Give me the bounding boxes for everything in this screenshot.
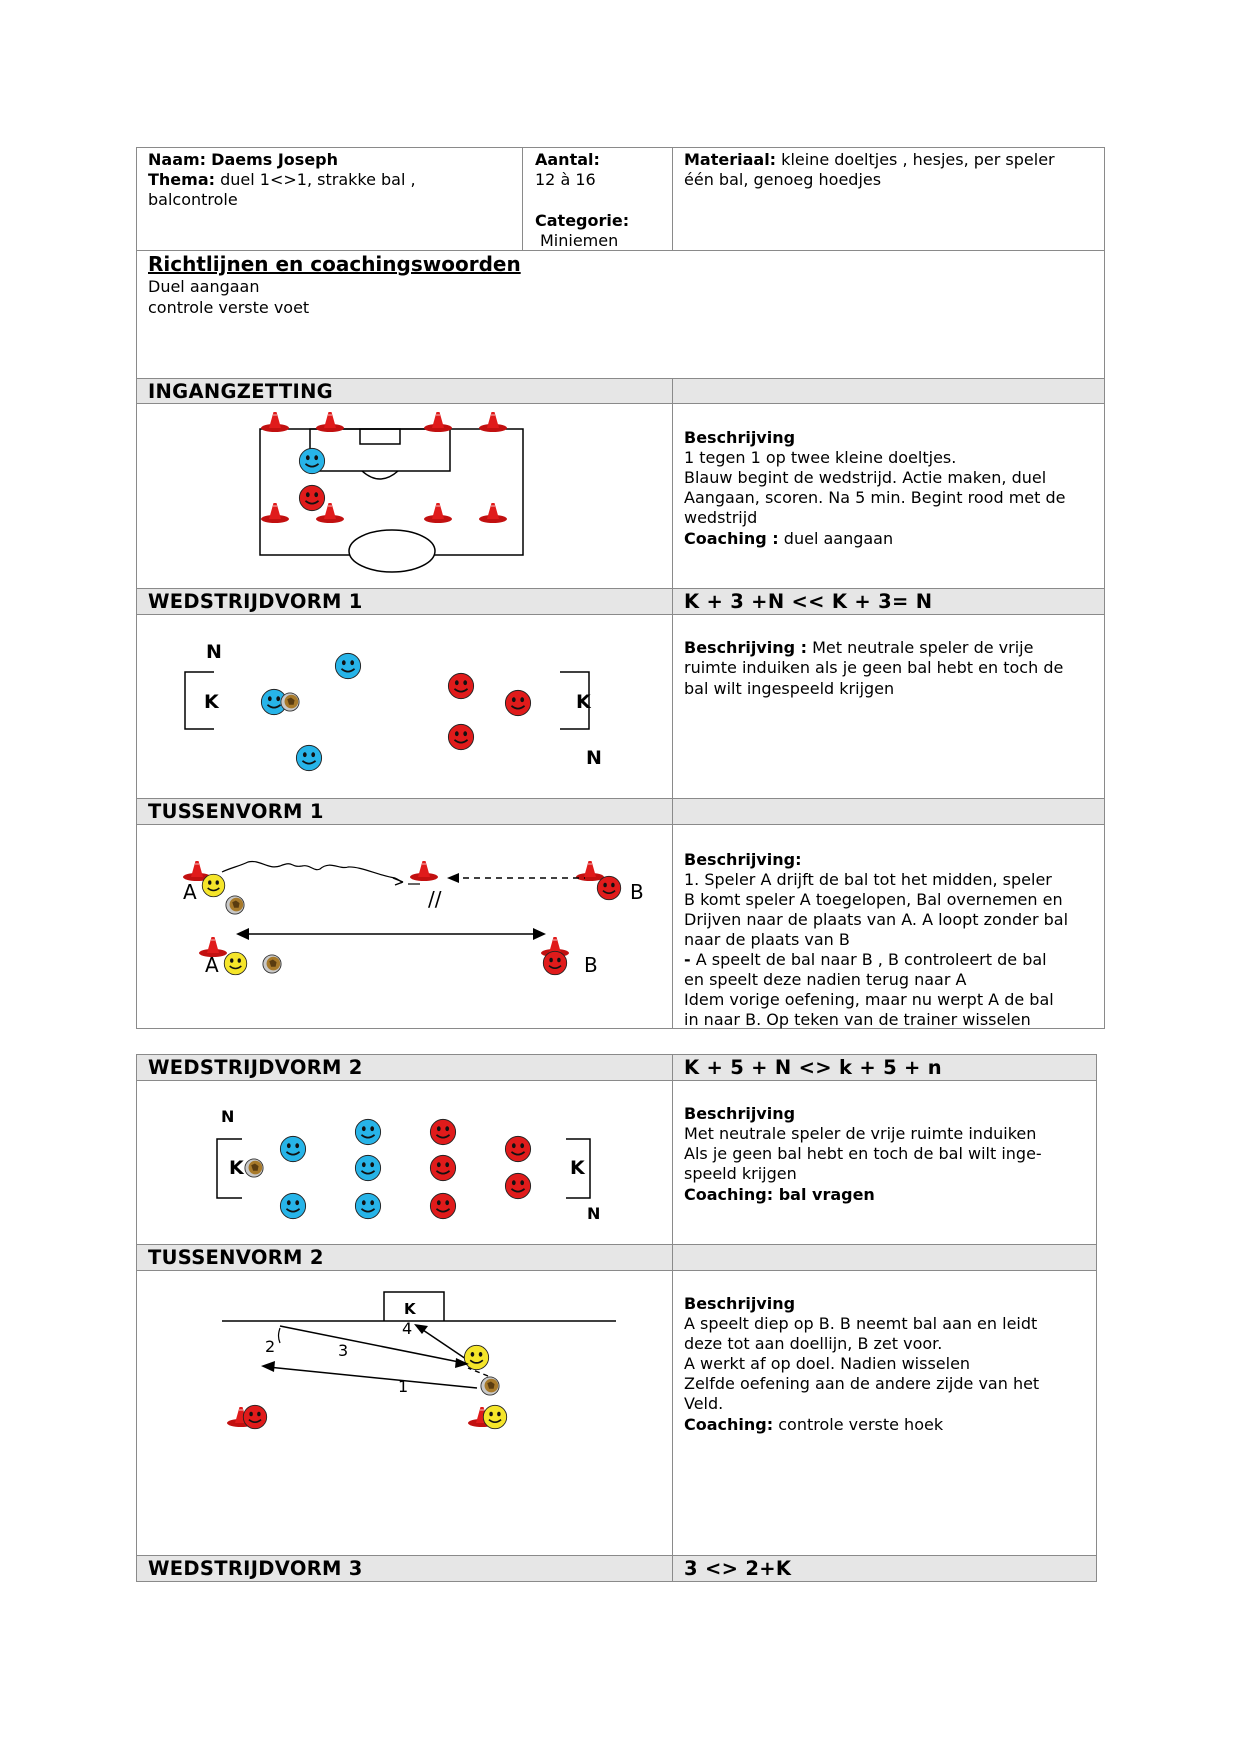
blue-player-icon — [355, 1155, 380, 1180]
svg-text:K: K — [576, 691, 591, 713]
ball-icon — [281, 693, 299, 711]
tussenvorm2-beschrijving-label: Beschrijving — [684, 1294, 796, 1313]
svg-text:1: 1 — [398, 1377, 409, 1396]
cone-icon — [410, 861, 438, 881]
categorie-label: Categorie: — [535, 211, 630, 230]
ingangzetting-title: INGANGZETTING — [148, 380, 333, 403]
blue-player-icon — [280, 1193, 305, 1218]
wedstrijdvorm1-line-3: bal wilt ingespeeld krijgen — [684, 679, 895, 698]
red-player-icon — [430, 1119, 455, 1144]
yellow-player-icon — [202, 874, 225, 897]
ball-icon — [226, 896, 244, 914]
materiaal-field — [684, 150, 1055, 171]
wedstrijdvorm2-coaching: Coaching: bal vragen — [684, 1185, 875, 1204]
thema-field — [148, 170, 416, 191]
ingangzetting-line-1: 1 tegen 1 op twee kleine doeltjes. — [684, 448, 957, 467]
svg-text:2: 2 — [265, 1337, 276, 1356]
wedstrijdvorm1-formula: K + 3 +N << K + 3= N — [684, 590, 933, 613]
svg-text:A: A — [205, 953, 219, 977]
ingangzetting-diagram — [240, 404, 540, 588]
red-player-icon — [430, 1193, 455, 1218]
svg-text:N: N — [206, 641, 222, 663]
ingangzetting-beschrijving-label: Beschrijving — [684, 428, 796, 447]
tussenvorm1-line-3: Drijven naar de plaats van A. A loopt zonder bal — [684, 910, 1069, 929]
svg-text:N: N — [587, 1204, 601, 1223]
yellow-player-icon — [464, 1345, 488, 1369]
ingangzetting-coaching — [684, 529, 893, 550]
aantal-label: Aantal: — [535, 150, 600, 169]
dash-text: A speelt de bal naar B , B controleert de bal — [690, 950, 1047, 969]
naam-field — [148, 150, 338, 171]
tussenvorm1-line-5 — [684, 950, 1047, 971]
cone-icon — [576, 861, 604, 881]
blue-player-icon — [280, 1136, 305, 1161]
materiaal-value-continued: één bal, genoeg hoedjes — [684, 170, 882, 189]
svg-text:B: B — [584, 953, 598, 977]
tussenvorm1-title: TUSSENVORM 1 — [148, 800, 324, 823]
tussenvorm1-diagram — [170, 826, 660, 1026]
dash-prefix: - — [684, 950, 691, 969]
tussenvorm1-line-2: B komt speler A toegelopen, Bal overnemen en — [684, 890, 1063, 909]
cone-icon — [261, 412, 289, 432]
tussenvorm1-line-6: en speelt deze nadien terug naar A — [684, 970, 967, 989]
red-player-icon — [243, 1405, 266, 1428]
blue-player-icon — [299, 448, 324, 473]
coaching-value: controle verste hoek — [778, 1415, 944, 1434]
tussenvorm1-beschrijving-label: Beschrijving: — [684, 850, 802, 869]
svg-text:N: N — [586, 747, 602, 769]
cone-icon — [424, 412, 452, 432]
blue-player-icon — [355, 1193, 380, 1218]
wedstrijdvorm1-beschrijving — [684, 638, 1033, 659]
cone-icon — [261, 503, 289, 523]
wedstrijdvorm2-title: WEDSTRIJDVORM 2 — [148, 1056, 363, 1079]
categorie-value: Miniemen — [540, 231, 619, 250]
coaching-label: Coaching: — [684, 1415, 774, 1434]
svg-text:A: A — [183, 880, 197, 904]
wedstrijdvorm1-title: WEDSTRIJDVORM 1 — [148, 590, 363, 613]
svg-text://: // — [428, 887, 442, 911]
blue-player-icon — [335, 653, 360, 678]
svg-text:4: 4 — [402, 1319, 413, 1338]
svg-text:K: K — [570, 1157, 585, 1179]
cone-icon — [316, 412, 344, 432]
ball-icon — [263, 955, 281, 973]
svg-text:K: K — [204, 691, 219, 713]
wedstrijdvorm1-beschrijving-label: Beschrijving : — [684, 638, 808, 657]
svg-text:B: B — [630, 880, 644, 904]
thema-value: duel 1<>1, strakke bal , — [220, 170, 416, 189]
yellow-player-icon — [483, 1405, 506, 1428]
red-player-icon — [543, 951, 566, 974]
ingangzetting-line-3: Aangaan, scoren. Na 5 min. Begint rood met de — [684, 488, 1066, 507]
tussenvorm2-line-2: deze tot aan doellijn, B zet voor. — [684, 1334, 943, 1353]
richtlijnen-line-1: Duel aangaan — [148, 277, 260, 296]
blue-player-icon — [355, 1119, 380, 1144]
tussenvorm2-diagram — [200, 1272, 640, 1452]
svg-text:K: K — [229, 1157, 244, 1179]
red-player-icon — [430, 1155, 455, 1180]
tussenvorm1-line-7: Idem vorige oefening, maar nu werpt A de bal — [684, 990, 1054, 1009]
wedstrijdvorm2-line-2: Als je geen bal hebt en toch de bal wilt inge- — [684, 1144, 1042, 1163]
tussenvorm1-line-4: naar de plaats van B — [684, 930, 850, 949]
wedstrijdvorm3-formula: 3 <> 2+K — [684, 1557, 792, 1580]
svg-text:N: N — [221, 1107, 235, 1126]
richtlijnen-title: Richtlijnen en coachingswoorden — [148, 252, 521, 276]
red-player-icon — [505, 690, 530, 715]
wedstrijdvorm3-title: WEDSTRIJDVORM 3 — [148, 1557, 363, 1580]
red-player-icon — [448, 673, 473, 698]
ingangzetting-line-4: wedstrijd — [684, 508, 758, 527]
wedstrijdvorm2-line-3: speeld krijgen — [684, 1164, 797, 1183]
red-player-icon — [299, 485, 324, 510]
materiaal-label: Materiaal: — [684, 150, 777, 169]
cone-icon — [479, 503, 507, 523]
tussenvorm2-line-5: Veld. — [684, 1394, 724, 1413]
richtlijnen-line-2: controle verste voet — [148, 298, 310, 317]
wedstrijdvorm2-diagram — [200, 1082, 620, 1242]
svg-text:3: 3 — [338, 1341, 349, 1360]
materiaal-value: kleine doeltjes , hesjes, per speler — [781, 150, 1055, 169]
red-player-icon — [505, 1173, 530, 1198]
tussenvorm2-line-3: A werkt af op doel. Nadien wisselen — [684, 1354, 971, 1373]
wedstrijdvorm2-formula: K + 5 + N <> k + 5 + n — [684, 1056, 942, 1079]
thema-label: Thema: — [148, 170, 216, 189]
wedstrijdvorm2-line-1: Met neutrale speler de vrije ruimte induiken — [684, 1124, 1037, 1143]
red-player-icon — [505, 1136, 530, 1161]
wedstrijdvorm1-line-1: Met neutrale speler de vrije — [812, 638, 1034, 657]
red-player-icon — [597, 876, 620, 899]
coaching-value: duel aangaan — [783, 529, 894, 548]
yellow-player-icon — [224, 952, 247, 975]
blue-player-icon — [296, 745, 321, 770]
wedstrijdvorm1-diagram — [140, 616, 610, 796]
cone-icon — [479, 412, 507, 432]
svg-text:K: K — [404, 1300, 416, 1318]
aantal-value: 12 à 16 — [535, 170, 596, 189]
ball-icon — [481, 1377, 499, 1395]
wedstrijdvorm1-line-2: ruimte induiken als je geen bal hebt en toch de — [684, 658, 1064, 677]
cone-icon — [424, 503, 452, 523]
tussenvorm2-coaching — [684, 1415, 943, 1436]
tussenvorm2-title: TUSSENVORM 2 — [148, 1246, 324, 1269]
naam-value: Daems Joseph — [211, 150, 339, 169]
thema-value-continued: balcontrole — [148, 190, 238, 209]
red-player-icon — [448, 724, 473, 749]
tussenvorm1-line-8: in naar B. Op teken van de trainer wisselen — [684, 1010, 1031, 1029]
tussenvorm2-line-1: A speelt diep op B. B neemt bal aan en leidt — [684, 1314, 1038, 1333]
naam-label: Naam: — [148, 150, 207, 169]
tussenvorm1-line-1: 1. Speler A drijft de bal tot het midden, speler — [684, 870, 1052, 889]
ingangzetting-line-2: Blauw begint de wedstrijd. Actie maken, duel — [684, 468, 1047, 487]
ball-icon — [245, 1159, 263, 1177]
tussenvorm2-line-4: Zelfde oefening aan de andere zijde van het — [684, 1374, 1040, 1393]
coaching-label: Coaching : — [684, 529, 779, 548]
wedstrijdvorm2-beschrijving-label: Beschrijving — [684, 1104, 796, 1123]
